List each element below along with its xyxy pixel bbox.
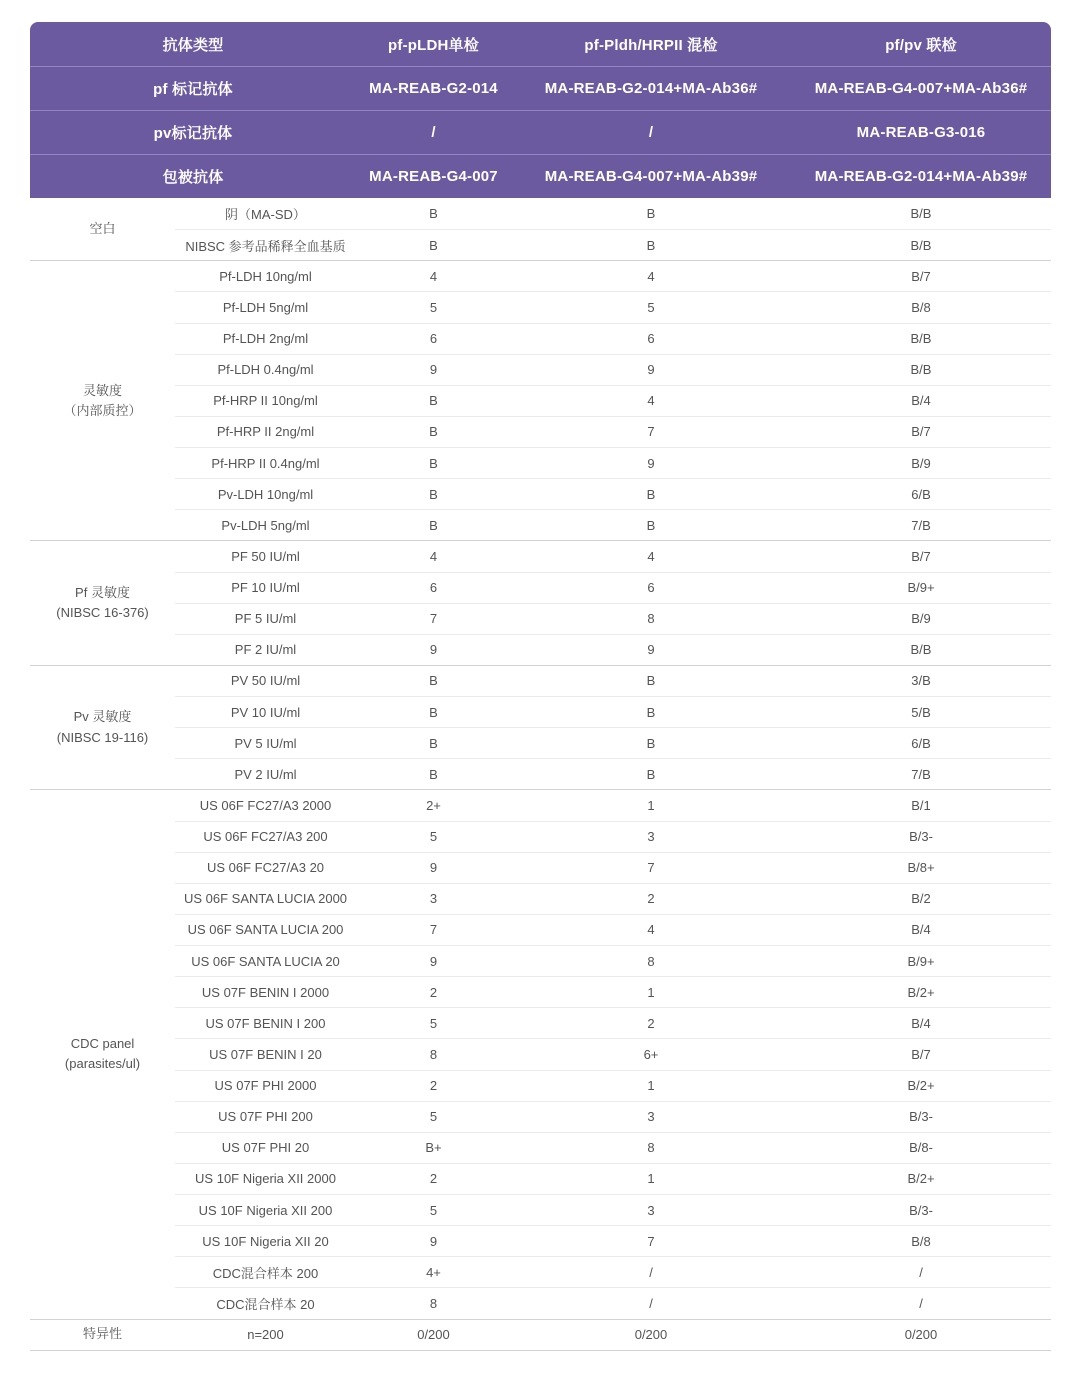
sample-label-cell: US 07F BENIN I 200 [175,1007,356,1038]
sample-label-cell: NIBSC 参考品稀释全血基质 [175,229,356,260]
result-value-cell: 0/200 [356,1319,511,1350]
header-value-cell: / [648,124,654,141]
header-label-cell: 抗体类型 [162,36,224,54]
result-value-cell: 8 [356,1038,511,1069]
result-value-cell: B/9+ [791,572,1051,603]
result-value-cell: B/8 [791,1225,1051,1256]
result-value-cell: 5 [356,1007,511,1038]
result-value-cell: 7 [511,1225,791,1256]
result-value-cell: 3/B [791,665,1051,696]
result-value-cell: B [356,447,511,478]
header-label-cell: 包被抗体 [162,169,224,186]
sample-label-cell: US 10F Nigeria XII 200 [175,1194,356,1225]
result-value-cell: B/B [910,206,932,222]
result-value-cell: B/3- [791,1101,1051,1132]
result-value-cell: 4 [511,914,791,945]
result-value-cell: 8 [511,945,791,976]
result-value-cell: 3 [511,1194,791,1225]
header-value-cell: pf/pv 联检 [885,36,957,54]
category-cell [30,789,175,1318]
result-value-cell: B/7 [791,260,1051,291]
header-label-cell: pv标记抗体 [153,125,233,142]
result-value-cell: B [511,509,791,540]
result-value-cell: B [356,696,511,727]
result-value-cell: 6/B [791,727,1051,758]
result-value-cell: 9 [356,945,511,976]
result-value-cell: B/1 [791,789,1051,820]
sample-label-cell: PV 5 IU/ml [175,727,356,758]
result-value-cell: 8 [356,1287,511,1318]
result-value-cell: B/2+ [791,1163,1051,1194]
result-value-cell: B/B [791,323,1051,354]
header-row [30,110,1051,154]
sample-label-cell: US 10F Nigeria XII 2000 [175,1163,356,1194]
sample-label-cell: US 07F BENIN I 2000 [175,976,356,1007]
result-value-cell: B [511,758,791,789]
result-value-cell: 7 [511,416,791,447]
result-value-cell: 4 [511,540,791,571]
result-value-cell: B [356,727,511,758]
result-value-cell: B/2+ [791,976,1051,1007]
header-value-cell: pf-Pldh/HRPII 混检 [584,36,718,54]
result-value-cell: B/B [791,354,1051,385]
result-value-cell: 7 [356,914,511,945]
header-value-cell: pf-pLDH单检 [388,36,479,54]
sample-label-cell: PV 50 IU/ml [175,665,356,696]
sample-label-cell: US 07F PHI 200 [175,1101,356,1132]
category-label: （内部质控） [63,402,142,418]
sample-label-cell: Pf-LDH 5ng/ml [175,291,356,322]
result-value-cell: B+ [356,1132,511,1163]
result-value-cell: 5 [356,291,511,322]
result-value-cell: 3 [356,883,511,914]
sample-label-cell: CDC混合样本 20 [175,1287,356,1318]
sample-label-cell: PF 2 IU/ml [175,634,356,665]
result-value-cell: B/8+ [791,852,1051,883]
result-value-cell: 5/B [791,696,1051,727]
result-value-cell: 2 [356,1163,511,1194]
category-label: (NIBSC 19-116) [56,729,149,745]
result-value-cell: B/9 [791,447,1051,478]
header-row [30,22,1051,66]
header-value-cell: MA-REAB-G4-007+MA-Ab36# [814,80,1028,97]
result-value-cell: B [511,229,791,260]
result-value-cell: B/4 [791,914,1051,945]
result-value-cell: 6+ [511,1038,791,1069]
result-value-cell: 8 [511,1132,791,1163]
sample-label-cell: US 06F FC27/A3 20 [175,852,356,883]
sample-label-cell: PV 10 IU/ml [175,696,356,727]
table-header [30,22,1051,198]
sample-label-cell: Pf-LDH 10ng/ml [175,260,356,291]
category-label: CDC panel [70,1036,135,1052]
category-label: (parasites/ul) [64,1056,141,1072]
result-value-cell: B/4 [791,1007,1051,1038]
result-value-cell: 2 [511,883,791,914]
result-value-cell: 7 [511,852,791,883]
result-value-cell: 4 [511,260,791,291]
antibody-comparison-table [30,22,1051,1351]
sample-label-cell: US 06F FC27/A3 200 [175,821,356,852]
result-value-cell: 4 [511,385,791,416]
result-value-cell: B [356,229,511,260]
result-value-cell: 5 [356,1101,511,1132]
result-value-cell: B/7 [791,416,1051,447]
result-value-cell: B/4 [791,385,1051,416]
result-value-cell: 0/200 [791,1319,1051,1350]
result-value-cell: 3 [511,821,791,852]
header-row [30,154,1051,198]
result-value-cell: / [791,1256,1051,1287]
result-value-cell: 7/B [791,758,1051,789]
sample-label-cell: Pf-LDH 0.4ng/ml [175,354,356,385]
header-value-cell: MA-REAB-G2-014+MA-Ab39# [814,168,1028,185]
result-value-cell: / [791,1287,1051,1318]
result-value-cell: 3 [511,1101,791,1132]
sample-label-cell: Pf-HRP II 2ng/ml [175,416,356,447]
table-body [30,198,1051,1351]
sample-label-cell: Pf-HRP II 0.4ng/ml [175,447,356,478]
category-cell [30,198,175,260]
result-value-cell: 9 [356,354,511,385]
result-value-cell: 2+ [356,789,511,820]
header-value-cell: MA-REAB-G2-014+MA-Ab36# [544,80,758,97]
result-value-cell: B/B [791,229,1051,260]
result-value-cell: 5 [511,291,791,322]
sample-label-cell: PF 50 IU/ml [175,540,356,571]
result-value-cell: B [356,758,511,789]
result-value-cell: B/3- [791,1194,1051,1225]
header-value-cell: MA-REAB-G2-014 [369,80,498,97]
result-value-cell: 7/B [791,509,1051,540]
header-row [30,66,1051,110]
result-value-cell: 9 [511,634,791,665]
result-value-cell: 1 [511,1163,791,1194]
sample-label-cell: CDC混合样本 200 [175,1256,356,1287]
header-value-cell: MA-REAB-G3-016 [856,124,986,141]
result-value-cell: B [356,416,511,447]
result-value-cell: 9 [356,1225,511,1256]
sample-label-cell: n=200 [175,1319,356,1350]
result-value-cell: 9 [511,447,791,478]
result-value-cell: 6 [356,323,511,354]
result-value-cell: B/3- [791,821,1051,852]
header-value-cell: / [431,124,436,141]
sample-label-cell: PV 2 IU/ml [175,758,356,789]
result-value-cell: B/8 [791,291,1051,322]
result-value-cell: 5 [356,821,511,852]
result-value-cell: B [511,696,791,727]
result-value-cell: 6 [511,323,791,354]
result-value-cell: 6/B [791,478,1051,509]
header-value-cell: MA-REAB-G4-007+MA-Ab39# [544,168,758,185]
result-value-cell: 0/200 [511,1319,791,1350]
sample-label-cell: US 07F PHI 20 [175,1132,356,1163]
sample-label-cell: US 06F SANTA LUCIA 200 [175,914,356,945]
result-value-cell: B [511,727,791,758]
sample-label-cell: US 07F PHI 2000 [175,1070,356,1101]
category-cell [30,665,175,790]
result-value-cell: B/9+ [791,945,1051,976]
result-value-cell: 2 [356,976,511,1007]
result-value-cell: B [511,478,791,509]
result-value-cell: 4 [356,260,511,291]
result-value-cell: B/2+ [791,1070,1051,1101]
result-value-cell: 6 [511,572,791,603]
result-value-cell: 1 [511,976,791,1007]
result-value-cell: 9 [356,852,511,883]
result-value-cell: B [511,665,791,696]
result-value-cell: B/2 [791,883,1051,914]
result-value-cell: B/8- [791,1132,1051,1163]
category-cell [30,1319,175,1350]
result-value-cell: B/7 [791,540,1051,571]
result-value-cell: 1 [511,789,791,820]
sample-label-cell: US 10F Nigeria XII 20 [175,1225,356,1256]
category-cell [30,540,175,665]
result-value-cell: / [511,1287,791,1318]
header-label-cell: pf 标记抗体 [153,81,233,98]
result-value-cell: 6 [356,572,511,603]
result-value-cell: 7 [356,603,511,634]
sample-label-cell: US 07F BENIN I 20 [175,1038,356,1069]
result-value-cell: B/9 [791,603,1051,634]
result-value-cell: 2 [356,1070,511,1101]
result-value-cell: 9 [356,634,511,665]
result-value-cell: / [511,1256,791,1287]
category-label: Pv 灵敏度 [73,709,132,725]
sample-label-cell: US 06F SANTA LUCIA 2000 [175,883,356,914]
sample-label-cell: 阴（MA-SD） [225,207,306,223]
category-label: 空白 [89,221,116,237]
sample-label-cell: PF 10 IU/ml [175,572,356,603]
sample-label-cell: US 06F SANTA LUCIA 20 [175,945,356,976]
result-value-cell: 9 [511,354,791,385]
result-value-cell: B/7 [791,1038,1051,1069]
result-value-cell: B [646,206,656,222]
result-value-cell: 2 [511,1007,791,1038]
result-value-cell: B [429,206,438,222]
header-value-cell: MA-REAB-G4-007 [369,168,498,185]
result-value-cell: B/B [791,634,1051,665]
result-value-cell: B [356,665,511,696]
result-value-cell: B [356,509,511,540]
sample-label-cell: Pf-LDH 2ng/ml [175,323,356,354]
sample-label-cell: Pv-LDH 5ng/ml [175,509,356,540]
sample-label-cell: US 06F FC27/A3 2000 [175,789,356,820]
category-label: Pf 灵敏度 [75,584,130,600]
result-value-cell: 1 [511,1070,791,1101]
result-value-cell: 8 [511,603,791,634]
sample-label-cell: Pf-HRP II 10ng/ml [175,385,356,416]
result-value-cell: 4+ [356,1256,511,1287]
category-cell [30,260,175,540]
result-value-cell: B [356,385,511,416]
category-label: 特异性 [82,1326,122,1342]
sample-label-cell: PF 5 IU/ml [175,603,356,634]
category-label: (NIBSC 16-376) [56,605,149,621]
result-value-cell: 5 [356,1194,511,1225]
category-label: 灵敏度 [82,382,122,398]
result-value-cell: 4 [356,540,511,571]
result-value-cell: B [356,478,511,509]
sample-label-cell: Pv-LDH 10ng/ml [175,478,356,509]
